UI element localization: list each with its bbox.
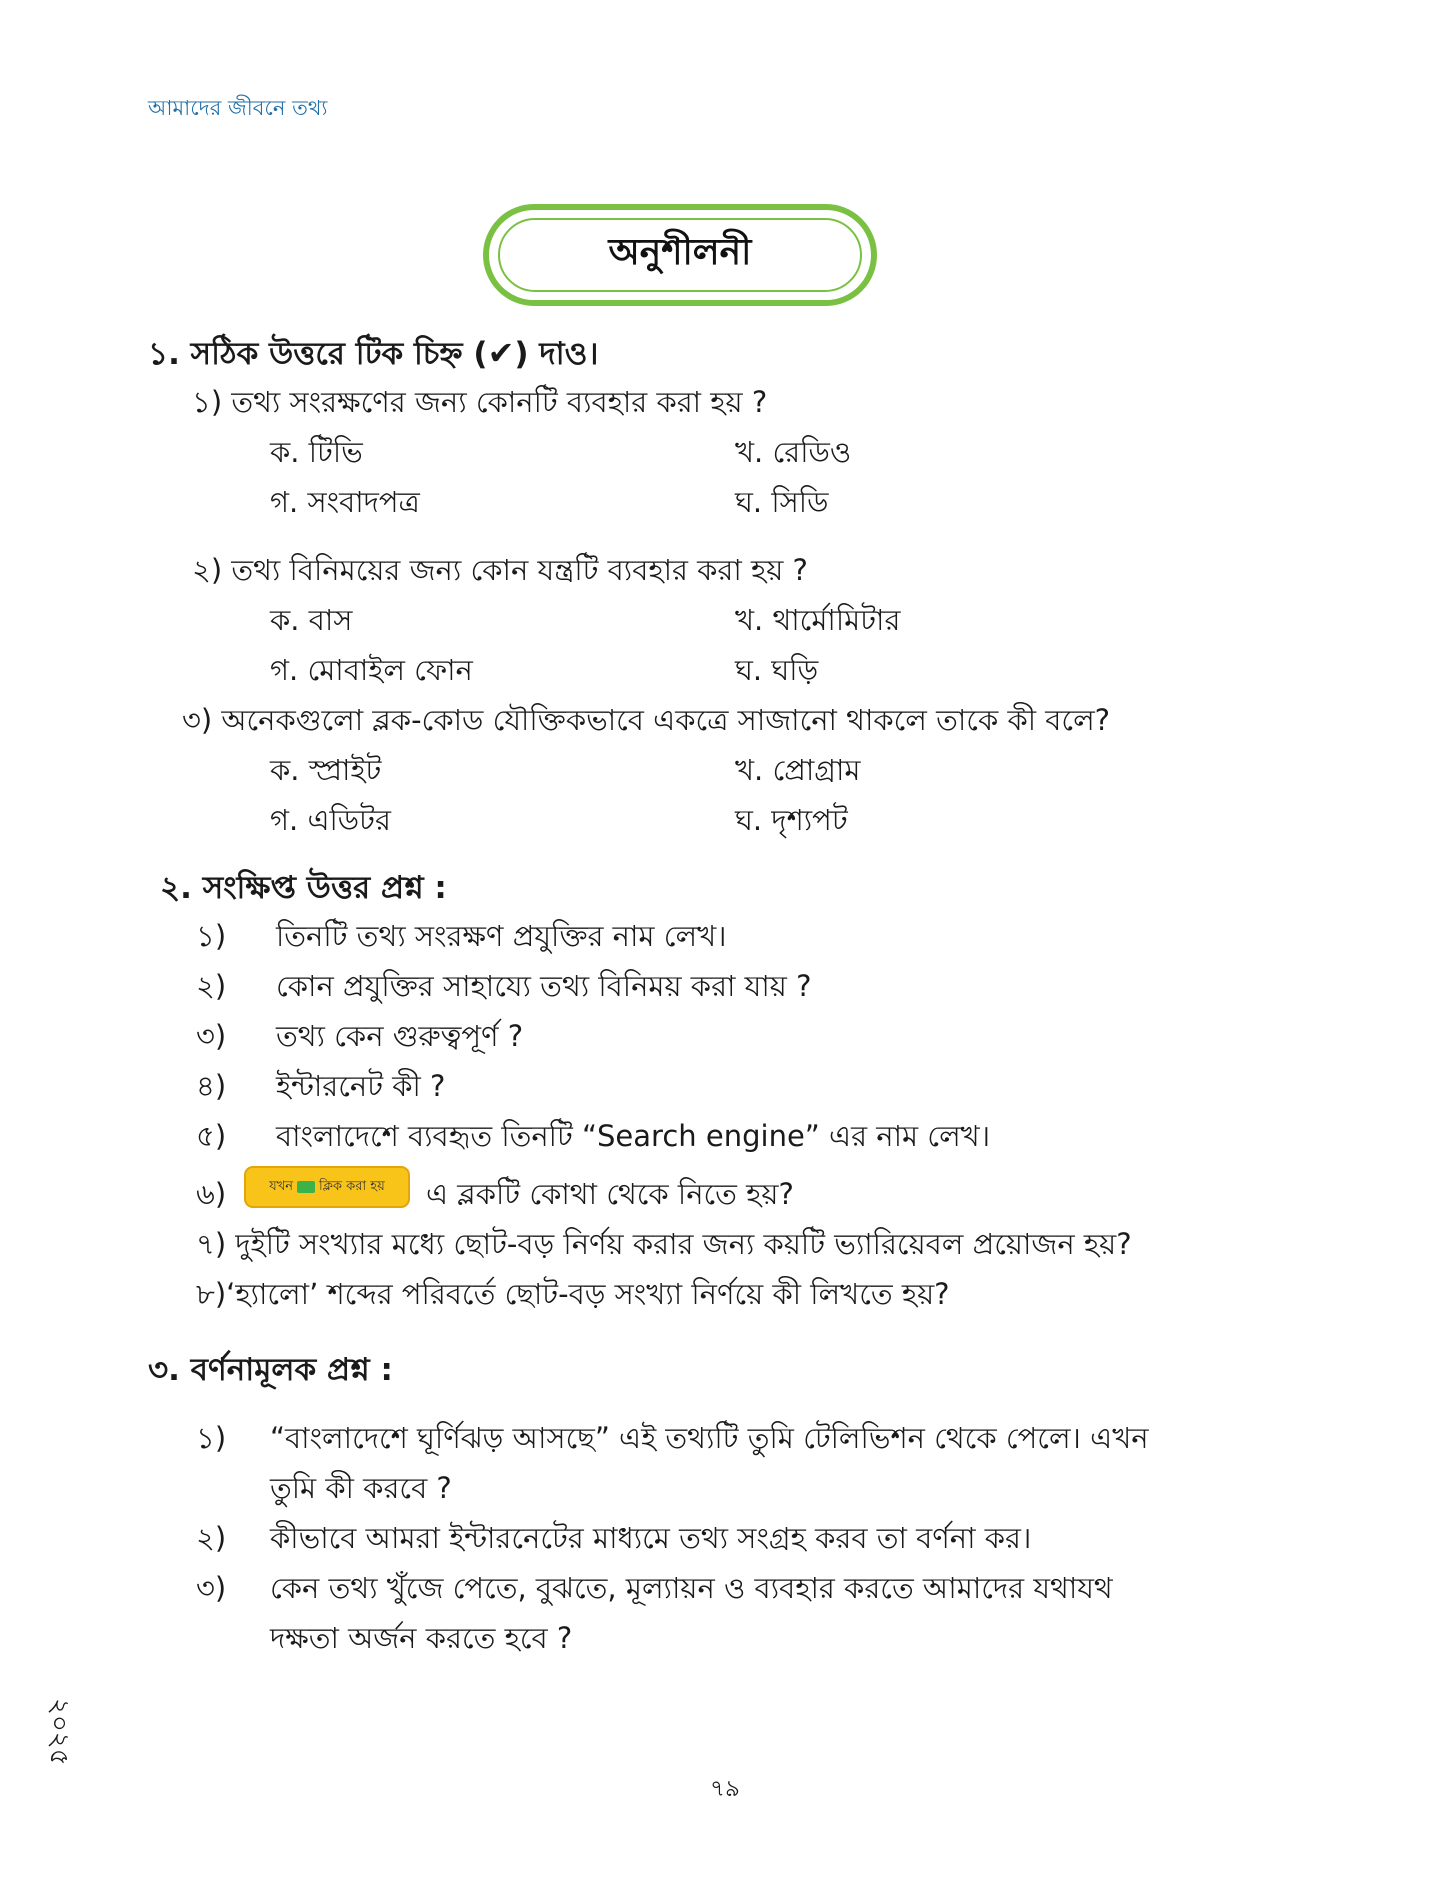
short-question-5: [196, 1114, 990, 1163]
short-q5-text: বাংলাদেশে ব্যবহৃত তিনটি “Search engine” এর নাম লেখ।: [276, 1119, 991, 1153]
section2-heading: ২. সংক্ষিপ্ত উত্তর প্রশ্ন :: [160, 870, 447, 906]
short-q5-number: ৫): [196, 1119, 227, 1153]
essay-q2-line1: কীভাবে আমরা ইন্টারনেটের মাধ্যমে তথ্য সংগ্রহ করব তা বর্ণনা কর।: [270, 1521, 1032, 1555]
mcq2-option-c: গ. মোবাইল ফোন: [270, 653, 473, 687]
mcq3-option-c: গ. এডিটর: [270, 803, 391, 837]
short-question-4: [196, 1064, 445, 1113]
green-flag-icon: [297, 1181, 315, 1193]
section3-heading: ৩. বর্ণনামূলক প্রশ্ন :: [148, 1352, 393, 1388]
when-flag-clicked-block: [244, 1166, 410, 1208]
essay-q1-number: ১): [196, 1421, 227, 1455]
short-q6-text: এ ব্লকটি কোথা থেকে নিতে হয়?: [426, 1177, 794, 1211]
short-q1-text: তিনটি তথ্য সংরক্ষণ প্রযুক্তির নাম লেখ।: [276, 919, 727, 953]
mcq-question-1: ১) তথ্য সংরক্ষণের জন্য কোনটি ব্যবহার করা হয় ?: [192, 385, 768, 419]
short-q3-number: ৩): [196, 1019, 227, 1053]
short-q3-text: তথ্য কেন গুরুত্বপূর্ণ ?: [276, 1019, 524, 1053]
mcq3-option-d: ঘ. দৃশ্যপট: [735, 803, 848, 837]
short-q6-number: ৬): [196, 1177, 227, 1211]
short-q2-text: কোন প্রযুক্তির সাহায্যে তথ্য বিনিময় করা যায় ?: [276, 969, 812, 1003]
section1-heading: [148, 330, 599, 382]
short-question-7: ৭) দুইটি সংখ্যার মধ্যে ছোট-বড় নির্ণয় করার জন্য কয়টি ভ্যারিয়েবল প্রয়োজন হয়?: [196, 1227, 1132, 1261]
mcq1-option-a: ক. টিভি: [270, 435, 363, 469]
mcq2-option-a: ক. বাস: [270, 603, 353, 637]
mcq-question-3: ৩) অনেকগুলো ব্লক-কোড যৌক্তিকভাবে একত্রে সাজানো থাকলে তাকে কী বলে?: [182, 703, 1111, 737]
mcq2-option-b: খ. থার্মোমিটার: [735, 603, 901, 637]
short-q1-number: ১): [196, 919, 227, 953]
side-year-mark: ২০২৫: [44, 1698, 74, 1766]
short-question-1: [196, 914, 727, 963]
short-question-8: ৮)‘হ্যালো’ শব্দের পরিবর্তে ছোট-বড় সংখ্যা নির্ণয়ে কী লিখতে হয়?: [196, 1277, 950, 1311]
short-question-3: [196, 1014, 523, 1063]
short-q4-number: ৪): [196, 1069, 227, 1103]
block-chip-right-text: ক্লিক করা হয়: [319, 1178, 385, 1194]
mcq1-option-c: গ. সংবাদপত্র: [270, 485, 420, 519]
essay-q1-line1: “বাংলাদেশে ঘূর্ণিঝড় আসছে” এই তথ্যটি তুমি টেলিভিশন থেকে পেলে। এখন: [270, 1421, 1149, 1455]
mcq1-option-b: খ. রেডিও: [735, 435, 852, 469]
section1-heading-prefix: ১. সঠিক উত্তরে টিক চিহ্ন (: [148, 336, 488, 372]
short-question-2: [196, 964, 811, 1013]
essay-q3-line2: দক্ষতা অর্জন করতে হবে ?: [270, 1621, 573, 1655]
mcq2-option-d: ঘ. ঘড়ি: [735, 653, 819, 687]
mcq3-option-a: ক. স্প্রাইট: [270, 753, 382, 787]
mcq3-option-b: খ. প্রোগ্রাম: [735, 753, 861, 787]
page-number: ৭৯: [710, 1776, 740, 1802]
essay-q3-line1: কেন তথ্য খুঁজে পেতে, বুঝতে, মূল্যায়ন ও ব্যবহার করতে আমাদের যথাযথ: [270, 1571, 1113, 1605]
section1-heading-suffix: ) দাও।: [514, 336, 599, 372]
block-chip-left-text: যখন: [269, 1178, 294, 1194]
short-q2-number: ২): [196, 969, 227, 1003]
mcq1-option-d: ঘ. সিডি: [735, 485, 829, 519]
essay-q1-line2: তুমি কী করবে ?: [270, 1471, 452, 1505]
essay-q3-number: ৩): [196, 1571, 227, 1605]
essay-q2-number: ২): [196, 1521, 227, 1555]
mcq-question-2: ২) তথ্য বিনিময়ের জন্য কোন যন্ত্রটি ব্যবহার করা হয় ?: [192, 553, 808, 587]
check-mark-icon: ✔: [487, 334, 515, 372]
page-title: অনুশীলনী: [498, 218, 862, 292]
running-header: আমাদের জীবনে তথ্য: [148, 96, 328, 120]
title-frame: [483, 204, 877, 306]
short-q4-text: ইন্টারনেট কী ?: [276, 1069, 446, 1103]
